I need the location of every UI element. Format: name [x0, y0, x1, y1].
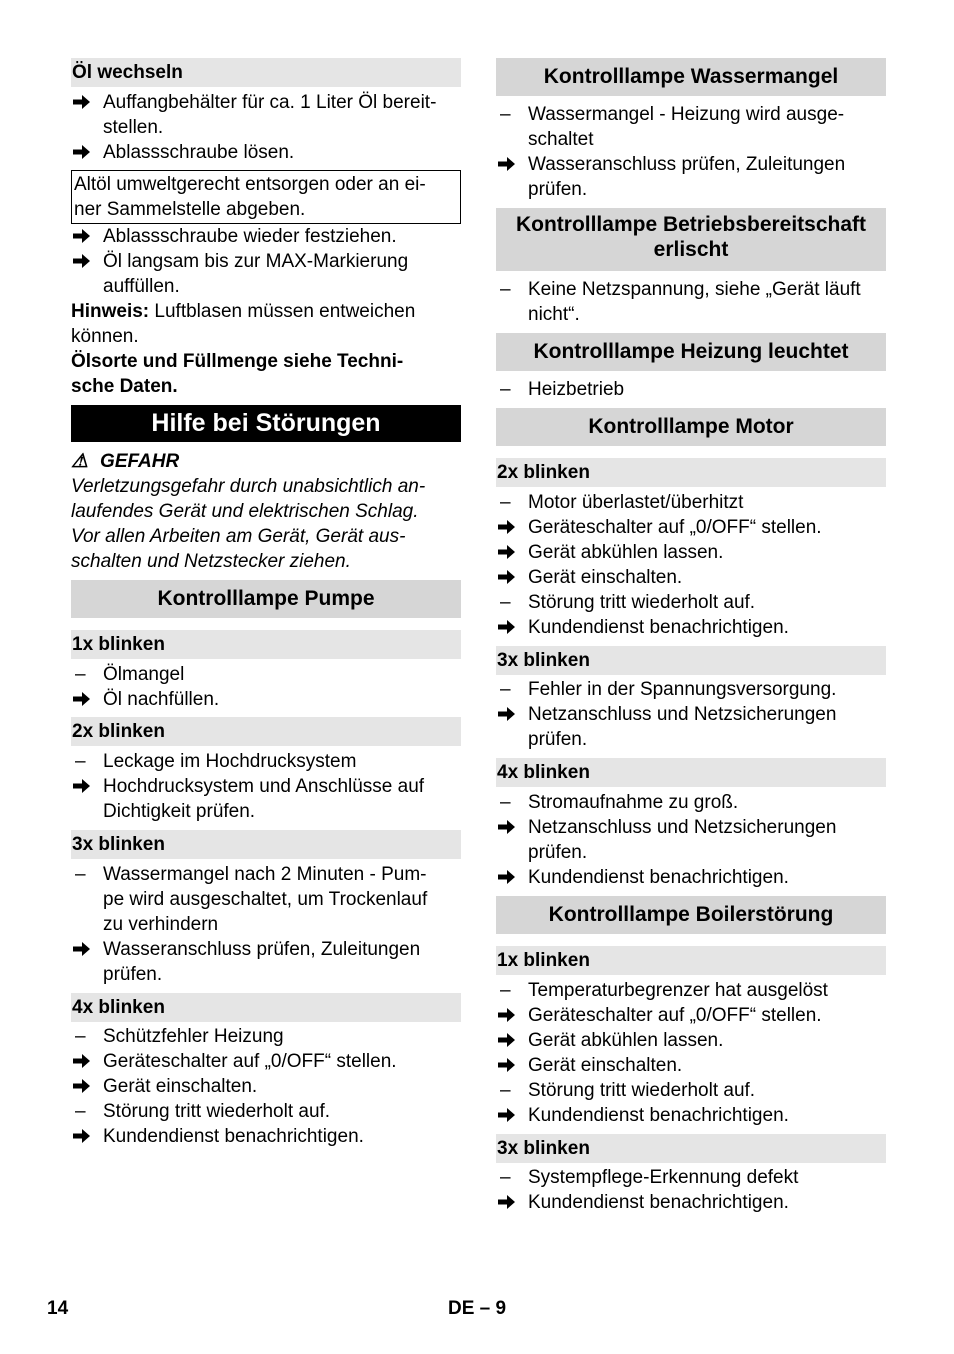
oil-type-note-cont: sche Daten. [71, 376, 178, 397]
boiler-lamp-title: Kontrolllampe Boilerstörung [496, 896, 886, 934]
hint-cont: können. [71, 326, 139, 347]
danger-text: schalten und Netzstecker ziehen. [71, 551, 351, 572]
blink-heading: 2x blinken [496, 458, 886, 487]
arrow-right-icon [73, 90, 97, 110]
arrow-right-icon [73, 224, 97, 244]
notice-box: Altöl umweltgerecht entsorgen oder an ei- ner Sammelstelle abgeben. [71, 170, 461, 224]
troubleshooting-title: Hilfe bei Störungen [71, 405, 461, 442]
danger-text: Vor allen Arbeiten am Gerät, Gerät aus- [71, 526, 406, 547]
blink-heading: 1x blinken [496, 946, 886, 975]
arrow-right-icon [73, 140, 97, 160]
blink-heading: 3x blinken [496, 646, 886, 675]
blink-heading: 1x blinken [71, 630, 461, 659]
arrow-right-icon [498, 815, 522, 835]
danger-label: ⚠ GEFAHR [71, 451, 180, 472]
blink-heading: 3x blinken [71, 830, 461, 859]
arrow-right-icon [498, 865, 522, 885]
arrow-right-icon [498, 702, 522, 722]
oil-change-heading: Öl wechseln [71, 58, 461, 87]
pump-lamp-title: Kontrolllampe Pumpe [71, 580, 461, 618]
arrow-right-icon [73, 1049, 97, 1069]
oil-type-note: Ölsorte und Füllmenge siehe Techni- [71, 351, 404, 372]
arrow-right-icon [498, 1053, 522, 1073]
arrow-right-icon [498, 515, 522, 535]
arrow-right-icon [498, 565, 522, 585]
section-page-label: DE – 9 [448, 1298, 507, 1319]
arrow-right-icon [498, 1028, 522, 1048]
blink-heading: 4x blinken [496, 758, 886, 787]
arrow-right-icon [73, 937, 97, 957]
arrow-right-icon [73, 1074, 97, 1094]
water-lamp-title: Kontrolllampe Wassermangel [496, 58, 886, 96]
arrow-right-icon [498, 1003, 522, 1023]
blink-heading: 4x blinken [71, 993, 461, 1022]
arrow-right-icon [73, 249, 97, 269]
warning-triangle-icon: ⚠ [71, 451, 89, 472]
motor-lamp-title: Kontrolllampe Motor [496, 408, 886, 446]
arrow-right-icon [498, 152, 522, 172]
arrow-right-icon [73, 774, 97, 794]
page-number: 14 [47, 1298, 69, 1319]
arrow-right-icon [73, 687, 97, 707]
heating-lamp-title: Kontrolllampe Heizung leuchtet [496, 333, 886, 371]
danger-text: laufendes Gerät und elektrischen Schlag. [71, 501, 419, 522]
danger-text: Verletzungsgefahr durch unabsichtlich an- [71, 476, 426, 497]
blink-heading: 2x blinken [71, 717, 461, 746]
hint: Hinweis: Luftblasen müssen entweichen [71, 301, 416, 322]
ready-lamp-title: Kontrolllampe Betriebsbereitschaft erlischt [496, 208, 886, 271]
arrow-right-icon [498, 615, 522, 635]
arrow-right-icon [73, 1124, 97, 1144]
arrow-right-icon [498, 540, 522, 560]
arrow-right-icon [498, 1103, 522, 1123]
arrow-right-icon [498, 1190, 522, 1210]
blink-heading: 3x blinken [496, 1134, 886, 1163]
